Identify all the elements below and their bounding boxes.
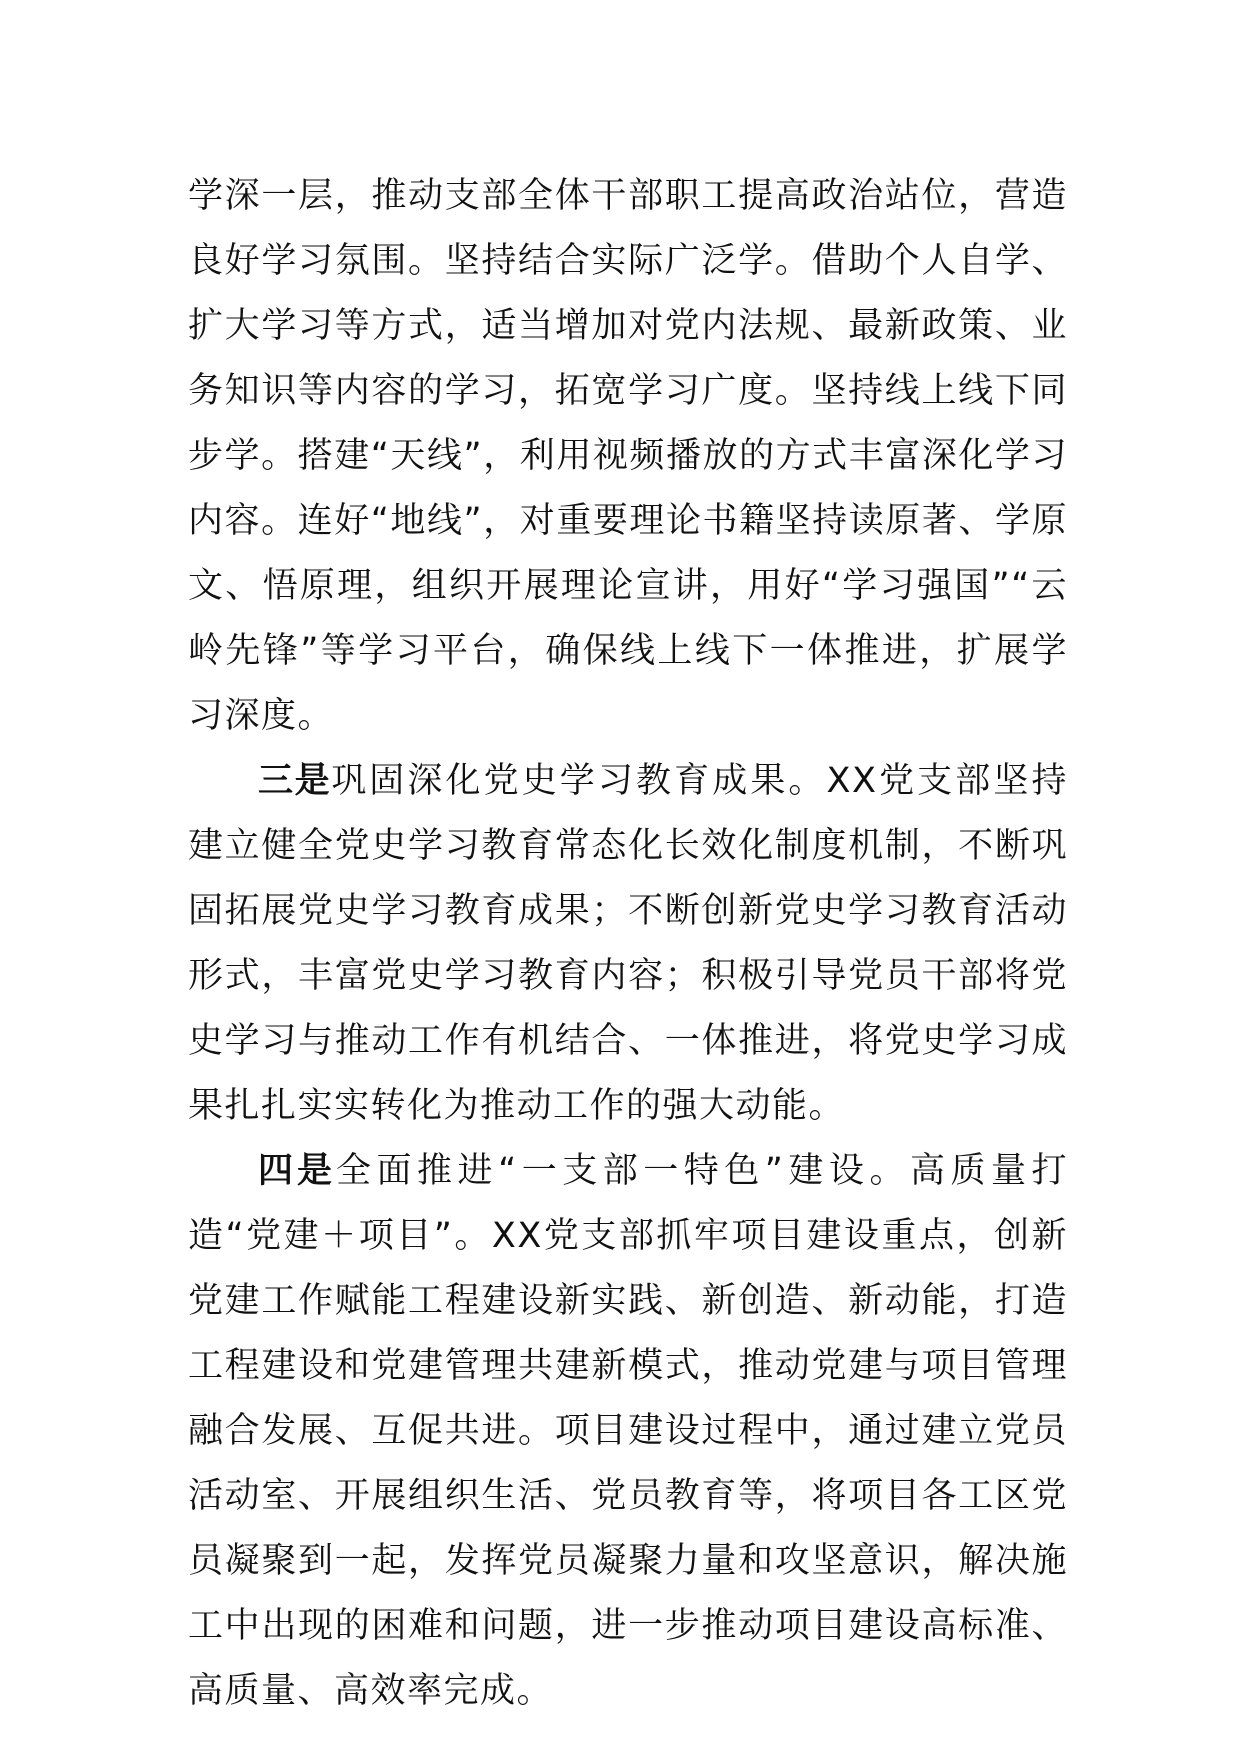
paragraph-2-lead: 三是 bbox=[258, 761, 332, 801]
paragraph-2 bbox=[188, 749, 1068, 1139]
paragraph-3-lead: 四是 bbox=[258, 1151, 337, 1191]
paragraph-1 bbox=[188, 164, 1068, 749]
document-body bbox=[188, 164, 1068, 1724]
paragraph-1-text: 学深一层，推动支部全体干部职工提高政治站位，营造良好学习氛围。坚持结合实际广泛学。借助个人自学、扩大学习等方式，适当增加对党内法规、最新政策、业务知识等内容的学习，拓宽学习广度。坚持线上线下同步学。搭建“天线”，利用视频播放的方式丰富深化学习内容。连好“地线”，对重要理论书籍坚持读原著、学原文、悟原理，组织开展理论宣讲，用好“学习强国”“云岭先锋”等学习平台，确保线上线下一体推进，扩展学习深度。 bbox=[188, 176, 1068, 736]
paragraph-3-text: 全面推进“一支部一特色”建设。高质量打造“党建＋项目”。XX党支部抓牢项目建设重点，创新党建工作赋能工程建设新实践、新创造、新动能，打造工程建设和党建管理共建新模式，推动党建与项目管理融合发展、互促共进。项目建设过程中，通过建立党员活动室、开展组织生活、党员教育等，将项目各工区党员凝聚到一起，发挥党员凝聚力量和攻坚意识，解决施工中出现的困难和问题，进一步推动项目建设高标准、高质量、高效率完成。 bbox=[188, 1151, 1068, 1711]
paragraph-3 bbox=[188, 1139, 1068, 1724]
paragraph-2-text: 巩固深化党史学习教育成果。XX党支部坚持建立健全党史学习教育常态化长效化制度机制，不断巩固拓展党史学习教育成果；不断创新党史学习教育活动形式，丰富党史学习教育内容；积极引导党员干部将党史学习与推动工作有机结合、一体推进，将党史学习成果扎扎实实转化为推动工作的强大动能。 bbox=[188, 761, 1068, 1126]
